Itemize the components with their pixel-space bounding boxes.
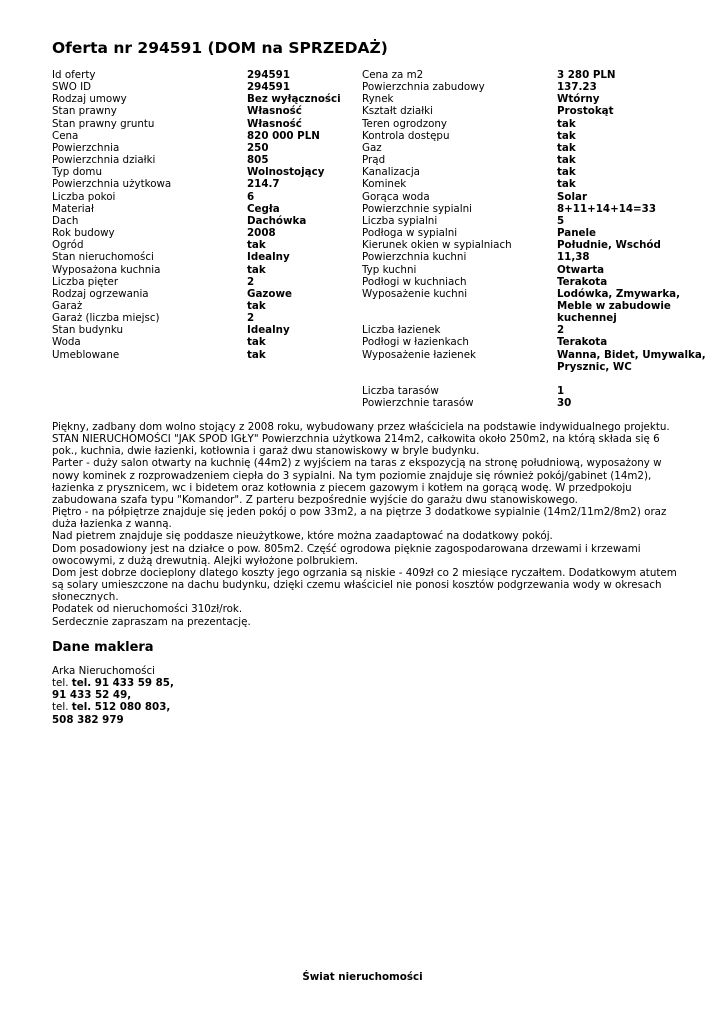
detail-label: Wyposażenie łazienek: [362, 348, 476, 361]
detail-label: Woda: [52, 336, 81, 349]
detail-row: [52, 324, 352, 336]
description-paragraph: Dom jest dobrze docieplony dlatego koszty jego ogrzania są niskie - 409zł co 2 miesiące ryczałtem. Dodatkowym atutem są solary umieszczone na dachu budynku, dzięki czemu właściciel nie ponosi kosztów podgrzewania wody w okresach słonecznych.: [52, 566, 677, 604]
detail-value: tak: [247, 348, 266, 361]
detail-row: [362, 276, 725, 288]
detail-row: [362, 397, 725, 409]
detail-value: 2: [557, 324, 565, 337]
detail-label: Powierzchnia działki: [52, 154, 156, 167]
detail-value: Idealny: [247, 324, 290, 337]
detail-label: Kominek: [362, 178, 407, 191]
detail-row: [52, 300, 352, 312]
detail-row: [52, 336, 352, 348]
detail-row: [52, 312, 352, 324]
detail-row: [362, 142, 725, 154]
detail-label: Kontrola dostępu: [362, 129, 450, 142]
detail-row: [52, 191, 352, 203]
detail-row: [52, 215, 352, 227]
description-paragraph: Podatek od nieruchomości 310zł/rok.: [52, 603, 243, 616]
offer-description: [52, 421, 677, 628]
broker-info: [52, 665, 174, 726]
detail-label: Liczba tarasów: [362, 385, 439, 398]
detail-value: Wtórny: [557, 93, 600, 106]
detail-value: 6: [247, 190, 255, 203]
detail-row: [52, 69, 352, 81]
page-title: Oferta nr 294591 (DOM na SPRZEDAŻ): [52, 39, 388, 57]
detail-value: tak: [557, 154, 576, 167]
detail-row: [52, 276, 352, 288]
detail-value: Idealny: [247, 251, 290, 264]
detail-label: Gaz: [362, 141, 382, 154]
detail-row: [362, 324, 725, 336]
detail-row: [52, 166, 352, 178]
detail-value: Wanna, Bidet, Umywalka, Prysznic, WC: [557, 348, 706, 373]
detail-row: [52, 251, 352, 263]
detail-value: tak: [557, 166, 576, 179]
detail-label: Rok budowy: [52, 227, 115, 240]
detail-row: [362, 251, 725, 263]
detail-label: Podłogi w łazienkach: [362, 336, 469, 349]
detail-value: 2: [247, 312, 255, 325]
detail-label: Garaż: [52, 299, 83, 312]
detail-value: Cegła: [247, 202, 280, 215]
detail-label: Powierzchnia: [52, 141, 120, 154]
detail-label: Liczba pokoi: [52, 190, 116, 203]
detail-label: Kierunek okien w sypialniach: [362, 239, 512, 252]
detail-value: tak: [557, 117, 576, 130]
detail-label: Stan nieruchomości: [52, 251, 154, 264]
detail-value: Południe, Wschód: [557, 239, 661, 252]
detail-row: [362, 93, 725, 105]
detail-label: Stan budynku: [52, 324, 124, 337]
detail-value: 30: [557, 397, 572, 410]
detail-label: Powierzchnia kuchni: [362, 251, 467, 264]
detail-label: Liczba sypialni: [362, 214, 438, 227]
detail-value: 805: [247, 154, 269, 167]
detail-label: Wyposażona kuchnia: [52, 263, 161, 276]
details-left-column: [52, 69, 352, 361]
detail-row: [362, 178, 725, 190]
detail-label: Typ domu: [52, 166, 102, 179]
detail-value: tak: [557, 178, 576, 191]
description-paragraph: Piętro - na półpiętrze znajduje się jeden pokój o pow 33m2, a na piętrze 3 dodatkowe sypialnie (14m2/11m2/8m2) oraz duża łazienka z wanną.: [52, 506, 667, 531]
detail-label: Liczba łazienek: [362, 324, 441, 337]
detail-value: 3 280 PLN: [557, 69, 616, 81]
broker-phone-line: [52, 689, 174, 701]
detail-label: Rynek: [362, 93, 394, 106]
detail-row: [362, 166, 725, 178]
detail-label: Cena za m2: [362, 69, 424, 81]
detail-label: Kształt działki: [362, 105, 433, 118]
detail-label: Prąd: [362, 154, 386, 167]
detail-row: [362, 264, 725, 276]
description-paragraph: Piękny, zadbany dom wolno stojący z 2008 roku, wybudowany przez właściciela na podstawie indywidualnego projektu. STAN NIERUCHOMOŚCI "JAK SPOD IGŁY" Powierzchnia użytkowa 214m2, całkowita około 250m2, na którą składa się 6 pok., kuchnia, dwie łazienki, kotłownia i garaż dwu stanowiskowy w bryle budynku.: [52, 421, 670, 458]
detail-label: Dach: [52, 214, 79, 227]
detail-label: Typ kuchni: [362, 263, 417, 276]
detail-row: [362, 288, 725, 324]
detail-value: tak: [247, 299, 266, 312]
detail-label: Materiał: [52, 202, 94, 215]
detail-label: Wyposażenie kuchni: [362, 287, 468, 300]
detail-label: Powierzchnia użytkowa: [52, 178, 172, 191]
detail-row: [52, 142, 352, 154]
detail-value: tak: [247, 336, 266, 349]
detail-label: Podłoga w sypialni: [362, 227, 458, 240]
detail-value: 8+11+14+14=33: [557, 202, 656, 215]
phone-number[interactable]: tel. 512 080 803,: [71, 701, 171, 714]
detail-row: [52, 349, 352, 361]
detail-label: Podłogi w kuchniach: [362, 275, 467, 288]
detail-row: [52, 81, 352, 93]
phone-number[interactable]: tel. 91 433 59 85,: [71, 677, 174, 690]
detail-row: [362, 385, 725, 397]
detail-label: Kanalizacja: [362, 166, 420, 179]
details-right-column: [362, 69, 725, 409]
detail-label: Powierzchnie sypialni: [362, 202, 472, 215]
detail-value: Terakota: [557, 336, 608, 349]
detail-label: Teren ogrodzony: [362, 117, 448, 130]
broker-phone-line: [52, 677, 174, 689]
detail-row: [362, 69, 725, 81]
detail-value: 2008: [247, 227, 276, 240]
detail-row: [52, 239, 352, 251]
detail-row: [362, 130, 725, 142]
detail-value: Prostokąt: [557, 105, 614, 118]
detail-label: Rodzaj umowy: [52, 93, 127, 106]
detail-row: [362, 349, 725, 373]
footer-brand: Świat nieruchomości: [302, 971, 423, 983]
detail-row: [52, 178, 352, 190]
detail-value: Dachówka: [247, 214, 307, 227]
detail-row: [52, 264, 352, 276]
detail-value: 820 000 PLN: [247, 129, 320, 142]
detail-label: Powierzchnia zabudowy: [362, 81, 485, 94]
detail-label: Stan prawny: [52, 105, 117, 118]
detail-value: tak: [247, 239, 266, 252]
detail-row: [362, 81, 725, 93]
tel-prefix: tel.: [52, 677, 69, 690]
detail-label: SWO ID: [52, 81, 92, 94]
detail-value: 11,38: [557, 251, 590, 264]
detail-value: Otwarta: [557, 263, 605, 276]
detail-label: Gorąca woda: [362, 190, 430, 203]
detail-label: Ogród: [52, 239, 84, 252]
detail-value: Bez wyłączności: [247, 93, 341, 106]
detail-label: Umeblowane: [52, 348, 120, 361]
detail-row: [52, 118, 352, 130]
detail-row: [362, 239, 725, 251]
detail-value: Solar: [557, 190, 588, 203]
detail-value: 1: [557, 385, 565, 398]
phone-number[interactable]: 508 382 979: [52, 713, 124, 726]
detail-row: [362, 336, 725, 348]
detail-label: Garaż (liczba miejsc): [52, 312, 160, 325]
detail-row: [52, 105, 352, 117]
description-paragraph: Dom posadowiony jest na działce o pow. 805m2. Część ogrodowa pięknie zagospodarowana drzewami i krzewami owocowymi, z dużą drewutnią. Alejki wyłożone polbrukiem.: [52, 542, 641, 567]
description-paragraph: Parter - duży salon otwarty na kuchnię (44m2) z wyjściem na taras z ekspozycją na stronę południową, wyposażony w nowy kominek z rozprowadzeniem ciepła do 3 sypialni. Na tym poziomie znajduje się również pokój/gabinet (14m2), łazienka z prysznicem, wc i bidetem oraz kotłownia z piecem gazowym i kotłem na gorącą wodę. W przedpokoju zabudowana szafa typu "Komandor". Z parteru bezpośrednie wyjście do garażu dwu stanowiskowego.: [52, 457, 662, 506]
detail-row: [362, 191, 725, 203]
detail-value: Wolnostojący: [247, 166, 325, 179]
detail-value: Własność: [247, 117, 302, 130]
detail-value: 2: [247, 275, 255, 288]
detail-row: [52, 203, 352, 215]
broker-phone-line: [52, 701, 174, 713]
detail-value: 214.7: [247, 178, 280, 191]
detail-label: Cena: [52, 129, 79, 142]
tel-prefix: tel.: [52, 701, 69, 714]
broker-name: Arka Nieruchomości: [52, 665, 156, 677]
detail-value: Gazowe: [247, 287, 292, 300]
detail-row: [52, 154, 352, 166]
detail-row: [362, 118, 725, 130]
detail-value: 294591: [247, 81, 290, 94]
description-paragraph: Serdecznie zapraszam na prezentację.: [52, 615, 251, 628]
broker-phone-line: [52, 714, 174, 726]
detail-value: tak: [557, 141, 576, 154]
detail-row: [52, 93, 352, 105]
detail-row: [52, 130, 352, 142]
detail-row: [362, 227, 725, 239]
detail-row: [52, 227, 352, 239]
detail-label: Liczba pięter: [52, 275, 119, 288]
detail-row: [362, 215, 725, 227]
detail-value: Własność: [247, 105, 302, 118]
detail-row: [362, 203, 725, 215]
description-paragraph: Nad pietrem znajduje się poddasze nieużytkowe, które można zaadaptować na dodatkowy pokój.: [52, 530, 553, 543]
detail-value: Terakota: [557, 275, 608, 288]
detail-label: Rodzaj ogrzewania: [52, 287, 149, 300]
detail-row: [362, 154, 725, 166]
detail-value: tak: [247, 263, 266, 276]
detail-row: [362, 105, 725, 117]
detail-label: Powierzchnie tarasów: [362, 397, 474, 410]
detail-value: 5: [557, 214, 565, 227]
detail-value: tak: [557, 129, 576, 142]
detail-label: Stan prawny gruntu: [52, 117, 155, 130]
detail-label: Id oferty: [52, 69, 96, 81]
detail-value: Panele: [557, 227, 597, 240]
broker-section-title: Dane maklera: [52, 640, 154, 655]
detail-value: 294591: [247, 69, 290, 81]
detail-value: 137.23: [557, 81, 597, 94]
phone-number[interactable]: 91 433 52 49,: [52, 689, 132, 702]
detail-row: [52, 288, 352, 300]
detail-value: 250: [247, 141, 269, 154]
detail-value: Lodówka, Zmywarka, Meble w zabudowie kuchennej: [557, 287, 681, 325]
